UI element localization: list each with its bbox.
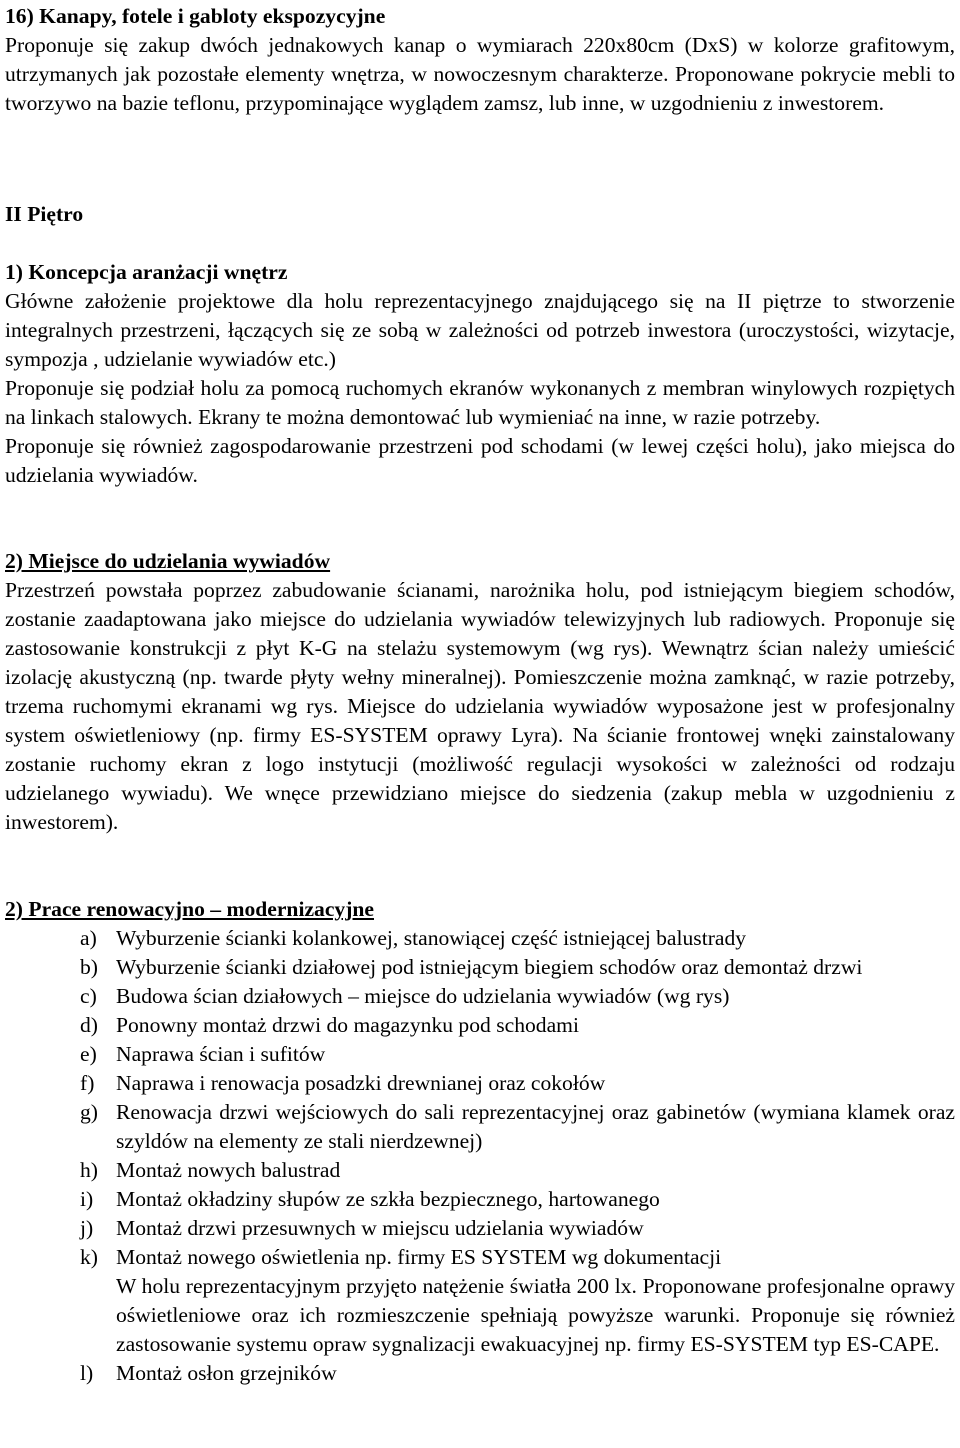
list-item <box>5 924 955 953</box>
list-marker: j) <box>80 1216 94 1240</box>
floor-section <box>5 200 955 229</box>
list-item <box>5 982 955 1011</box>
list-marker: d) <box>80 1013 98 1037</box>
concept-paragraph-3: Proponuje się również zagospodarowanie przestrzeni pod schodami (w lewej części holu), jako miejsca do udzielania wywiadów. <box>5 434 955 487</box>
list-item-text: Wyburzenie ścianki działowej pod istniejącym biegiem schodów oraz demontaż drzwi <box>116 955 863 979</box>
concept-paragraph-1: Główne założenie projektowe dla holu reprezentacyjnego znajdującego się na II piętrze to stworzenie integralnych przestrzeni, łączących się ze sobą w zależności od potrzeb inwestora (uroczystości, wizytacje, sympozja , udzielanie wywiadów etc.) <box>5 289 955 371</box>
renovation-section <box>5 895 955 924</box>
list-item <box>5 953 955 982</box>
list-marker: h) <box>80 1158 98 1182</box>
concept-paragraph-2: Proponuje się podział holu za pomocą ruchomych ekranów wykonanych z membran winylowych rozpiętych na linkach stalowych. Ekrany te można demontować lub wymieniać na inne, w razie potrzeby. <box>5 376 955 429</box>
list-item-text: Renowacja drzwi wejściowych do sali reprezentacyjnej oraz gabinetów (wymiana klamek oraz szyldów na elementy ze stali nierdzewnej) <box>116 1100 955 1153</box>
concept-heading: 1) Koncepcja aranżacji wnętrz <box>5 260 288 284</box>
list-marker: l) <box>80 1361 94 1385</box>
list-item-text: Montaż drzwi przesuwnych w miejscu udzielania wywiadów <box>116 1216 644 1240</box>
list-item-text: Montaż nowych balustrad <box>116 1158 341 1182</box>
list-marker: i) <box>80 1187 94 1211</box>
list-item-text: Montaż osłon grzejników <box>116 1361 337 1385</box>
interview-section <box>5 547 955 837</box>
list-item-text: Naprawa i renowacja posadzki drewnianej oraz cokołów <box>116 1071 606 1095</box>
list-item-text: Naprawa ścian i sufitów <box>116 1042 326 1066</box>
list-marker: g) <box>80 1100 98 1124</box>
list-item <box>5 1156 955 1185</box>
list-marker: a) <box>80 926 97 950</box>
list-item <box>5 1359 955 1388</box>
section-16 <box>5 2 955 118</box>
list-item-text: Budowa ścian działowych – miejsce do udzielania wywiadów (wg rys) <box>116 984 730 1008</box>
list-marker: f) <box>80 1071 95 1095</box>
section-16-heading: 16) Kanapy, fotele i gabloty ekspozycyjne <box>5 4 386 28</box>
list-item <box>5 1040 955 1069</box>
list-item-continuation: W holu reprezentacyjnym przyjęto natężenie światła 200 lx. Proponowane profesjonalne oprawy oświetleniowe oraz ich rozmieszczenie spełniają powyższe warunki. Proponuje się również zastosowanie systemu opraw sygnalizacji ewakuacyjnej np. firmy ES-SYSTEM typ ES-CAPE. <box>116 1274 955 1356</box>
list-marker: c) <box>80 984 97 1008</box>
list-marker: k) <box>80 1245 98 1269</box>
interview-text: Przestrzeń powstała poprzez zabudowanie ścianami, narożnika holu, pod istniejącym biegiem schodów, zostanie zaadaptowana jako miejsce do udzielania wywiadów telewizyjnych lub radiowych. Proponuje się zastosowanie konstrukcji z płyt K-G na stelażu systemowym (wg rys). Wewnątrz ścian należy umieścić izolację akustyczną (np. twarde płyty wełny mineralnej). Pomieszczenie można zamknąć, w razie potrzeby, trzema ruchomymi ekranami wg rys. Miejsce do udzielania wywiadów wyposażone jest w profesjonalny system oświetleniowy (np. firmy ES-SYSTEM oprawy Lyra). Na ścianie frontowej wnęki zainstalowany zostanie ruchomy ekran z logo instytucji (możliwość regulacji wysokości w zależności od rodzaju udzielanego wywiadu). We wnęce przewidziano miejsce do siedzenia (zakup mebla w uzgodnieniu z inwestorem). <box>5 578 955 834</box>
list-item-text: Wyburzenie ścianki kolankowej, stanowiącej część istniejącej balustrady <box>116 926 747 950</box>
concept-section <box>5 258 955 490</box>
list-item <box>5 1185 955 1214</box>
renovation-list <box>5 924 955 1388</box>
list-item-text-wrapper <box>116 1243 955 1359</box>
section-16-text: Proponuje się zakup dwóch jednakowych kanap o wymiarach 220x80cm (DxS) w kolorze grafitowym, utrzymanych jak pozostałe elementy wnętrza, w nowoczesnym charakterze. Proponowane pokrycie mebli to tworzywo na bazie teflonu, przypominające wyglądem zamsz, lub inne, w uzgodnieniu z inwestorem. <box>5 33 955 115</box>
list-marker: b) <box>80 955 98 979</box>
list-item <box>5 1098 955 1156</box>
list-item <box>5 1069 955 1098</box>
list-item <box>5 1243 955 1359</box>
list-marker: e) <box>80 1042 97 1066</box>
floor-heading: II Piętro <box>5 202 84 226</box>
renovation-heading: 2) Prace renowacyjno – modernizacyjne <box>5 897 374 921</box>
list-item-text: Montaż nowego oświetlenia np. firmy ES SYSTEM wg dokumentacji <box>116 1245 722 1269</box>
interview-heading: 2) Miejsce do udzielania wywiadów <box>5 549 331 573</box>
list-item-text: Ponowny montaż drzwi do magazynku pod schodami <box>116 1013 579 1037</box>
list-item <box>5 1214 955 1243</box>
list-item-text: Montaż okładziny słupów ze szkła bezpiecznego, hartowanego <box>116 1187 660 1211</box>
list-item <box>5 1011 955 1040</box>
